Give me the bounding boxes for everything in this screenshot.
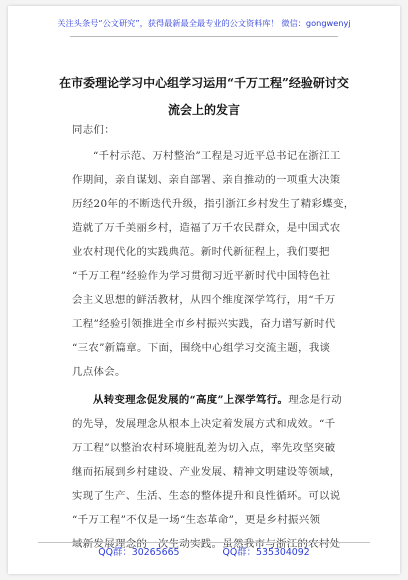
paragraph-line: 历经20年的不断迭代升级，指引浙江乡村发生了精彩蝶变， bbox=[72, 198, 355, 210]
section-heading: 从转变理念促发展的“高度”上深学笃行。 bbox=[93, 394, 289, 406]
paragraph-line: 作期间，亲自谋划、亲自部署、亲自推动的一项重大决策 bbox=[72, 174, 341, 186]
paragraph-line: 工程”经验引领推进全市乡村振兴实践，奋力谱写新时代 bbox=[72, 318, 336, 330]
paragraph-line: 万工程”以整治农村环境脏乱差为切入点，率先攻坚突破 bbox=[72, 442, 336, 454]
paragraph-1 bbox=[72, 144, 360, 384]
paragraph-line: “三农”新篇章。下面，围绕中心组学习交流主题，我谈 bbox=[72, 342, 331, 354]
paragraph-line: “千万工程”不仅是一场“生态革命”，更是乡村振兴领 bbox=[72, 514, 321, 526]
document-page bbox=[8, 6, 400, 574]
paragraph-2 bbox=[72, 388, 360, 556]
section-heading-continuation: 理念是行动 bbox=[288, 394, 342, 406]
paragraph-line: 造就了万千美丽乡村，造福了万千农民群众，是中国式农 bbox=[72, 222, 341, 234]
title-line-2: 流会上的发言 bbox=[167, 103, 240, 117]
document-body bbox=[72, 118, 360, 556]
title-line-1: 在市委理论学习中心组学习运用“千万工程”经验研讨交 bbox=[59, 76, 349, 90]
footer-qq-group-2: QQ群：535304092 bbox=[222, 547, 310, 558]
footer-divider bbox=[38, 542, 370, 543]
footer bbox=[8, 544, 400, 558]
paragraph-line: 继而拓展到乡村建设、产业发展、精神文明建设等领域， bbox=[72, 466, 341, 478]
paragraph-line: 几点体会。 bbox=[72, 366, 126, 378]
salutation: 同志们： bbox=[72, 124, 115, 136]
paragraph-line: 域新发展理念的一次生动实践。虽然我市与浙江的农村处 bbox=[72, 538, 341, 550]
paragraph-line: 的先导，发展理念从根本上决定着发展方式和成效。“千 bbox=[72, 418, 336, 430]
document-title bbox=[48, 70, 360, 124]
paragraph-line: “千万工程”经验作为学习贯彻习近平新时代中国特色社 bbox=[72, 270, 331, 282]
paragraph-line: 业农村现代化的实践典范。新时代新征程上，我们要把 bbox=[72, 246, 330, 258]
paragraph-line: 实现了生产、生活、生态的整体提升和良性循环。可以说 bbox=[72, 490, 341, 502]
paragraph-line: 会主义思想的鲜活教材，从四个维度深学笃行，用“千万 bbox=[72, 294, 336, 306]
footer-qq-group-1: QQ群：30265665 bbox=[98, 547, 180, 558]
paragraph-line bbox=[72, 388, 360, 412]
header-banner: 关注头条号“公文研究”，获得最新最全最专业的公文资料库！ 微信：gongwenyj bbox=[57, 18, 351, 28]
paragraph-line: “千村示范、万村整治”工程是习近平总书记在浙江工 bbox=[93, 150, 341, 162]
header-divider bbox=[70, 36, 338, 37]
